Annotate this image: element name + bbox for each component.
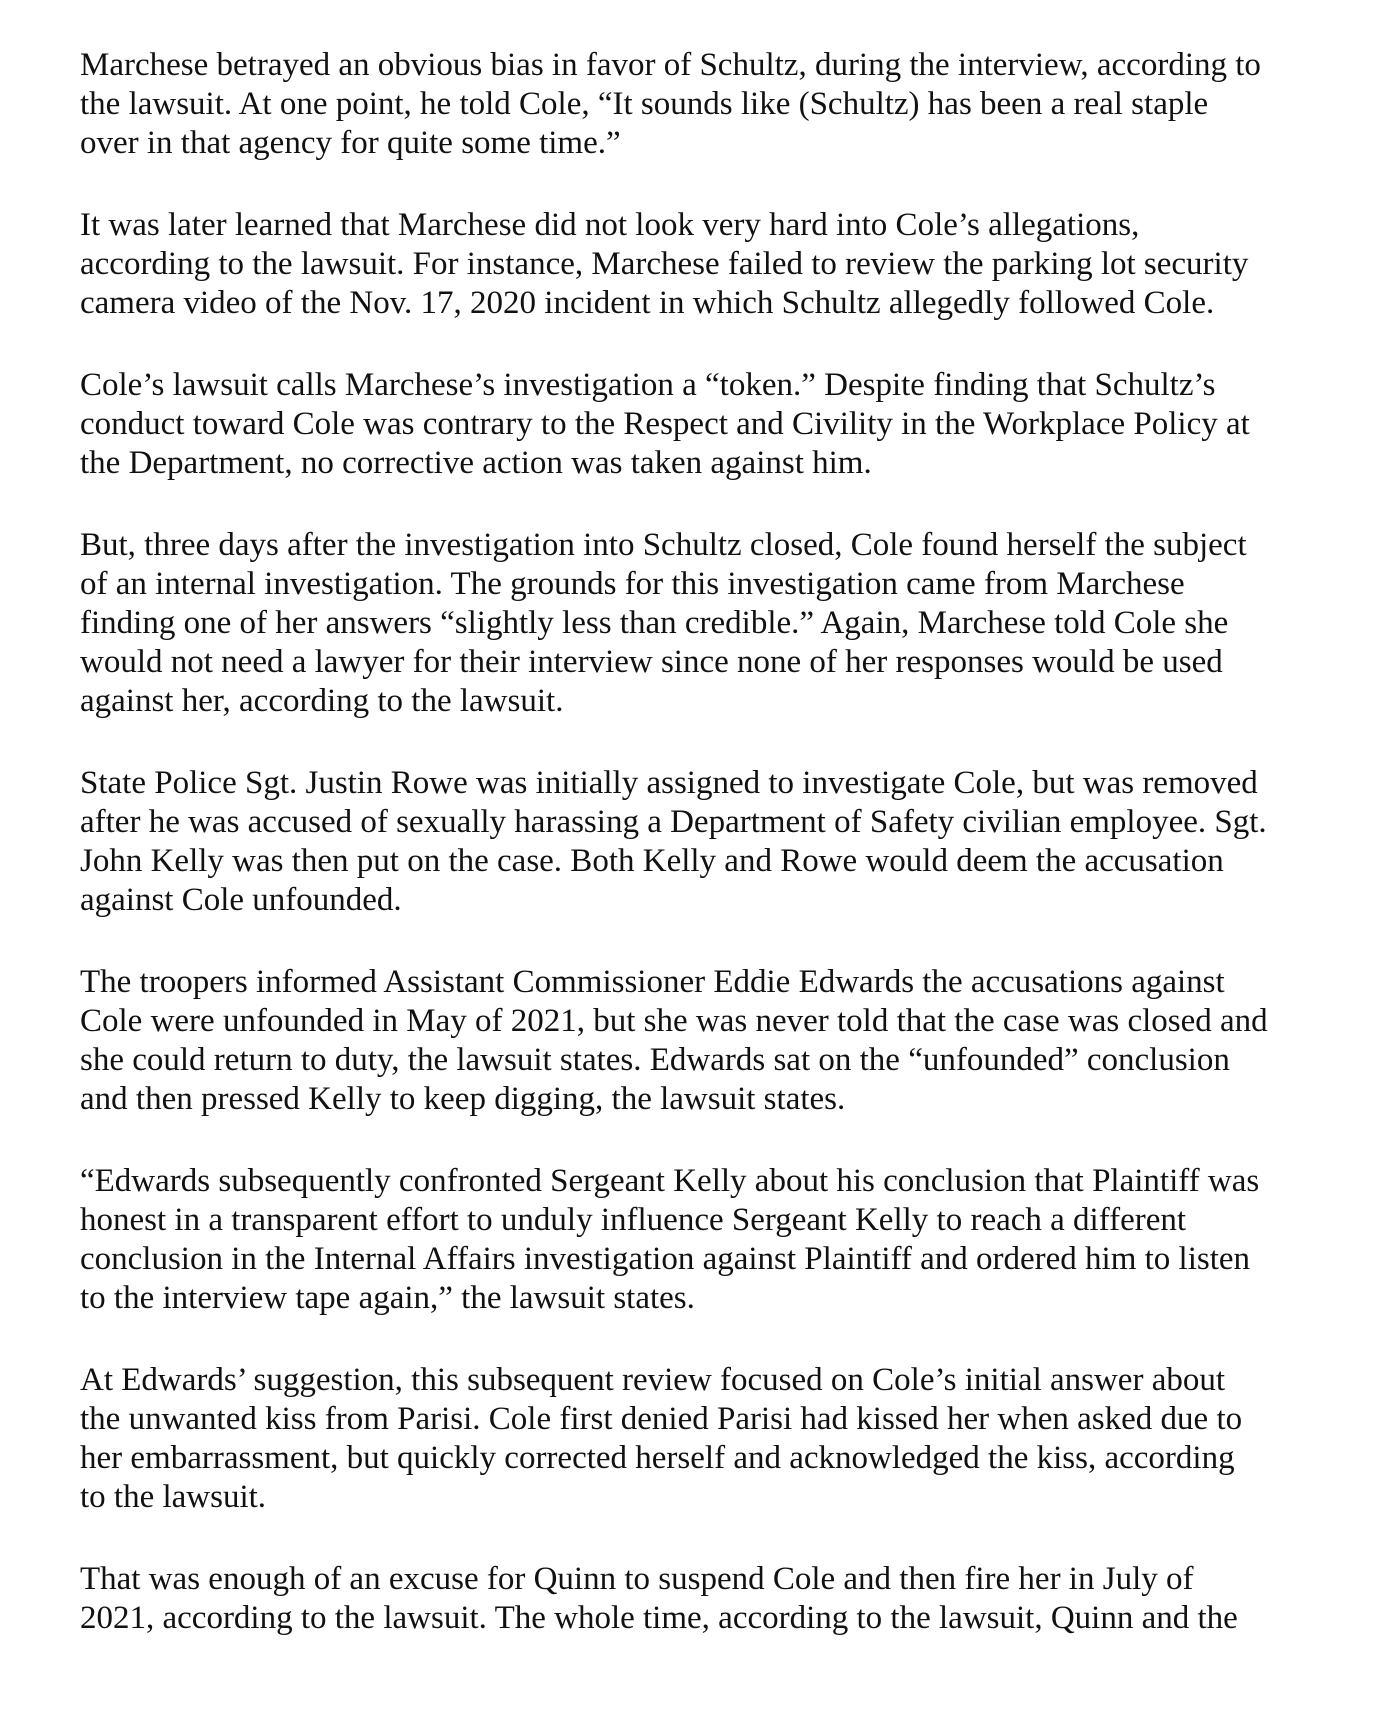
paragraph-6: The troopers informed Assistant Commissioner Eddie Edwards the accusations against Cole were unfounded in May of 2021, but she was never told that the case was closed and she could return to duty, the lawsuit states. Edwards sat on the “unfounded” conclusion and then pressed Kelly to keep digging, the lawsuit states.: [80, 964, 1268, 1117]
paragraph-4: But, three days after the investigation into Schultz closed, Cole found herself the subject of an internal investigation. The grounds for this investigation came from Marchese finding one of her answers “slightly less than credible.” Again, Marchese told Cole she would not need a lawyer for their interview since none of her responses would be used against her, according to the lawsuit.: [80, 527, 1247, 719]
article-body: [80, 46, 1320, 1681]
paragraph-2: It was later learned that Marchese did not look very hard into Cole’s allegations, according to the lawsuit. For instance, Marchese failed to review the parking lot security camera video of the Nov. 17, 2020 incident in which Schultz allegedly followed Cole.: [80, 207, 1249, 321]
paragraph-1: Marchese betrayed an obvious bias in favor of Schultz, during the interview, according to the lawsuit. At one point, he told Cole, “It sounds like (Schultz) has been a real staple over in that agency for quite some time.”: [80, 47, 1261, 161]
paragraph-5: State Police Sgt. Justin Rowe was initially assigned to investigate Cole, but was removed after he was accused of sexually harassing a Department of Safety civilian employee. Sgt. John Kelly was then put on the case. Both Kelly and Rowe would deem the accusation against Cole unfounded.: [80, 765, 1267, 918]
paragraph-3: Cole’s lawsuit calls Marchese’s investigation a “token.” Despite finding that Schultz’s conduct toward Cole was contrary to the Respect and Civility in the Workplace Policy at the Department, no corrective action was taken against him.: [80, 367, 1250, 481]
paragraph-8: At Edwards’ suggestion, this subsequent review focused on Cole’s initial answer about the unwanted kiss from Parisi. Cole first denied Parisi had kissed her when asked due to her embarrassment, but quickly corrected herself and acknowledged the kiss, according to the lawsuit.: [80, 1362, 1243, 1515]
paragraph-7: “Edwards subsequently confronted Sergeant Kelly about his conclusion that Plaintiff was honest in a transparent effort to unduly influence Sergeant Kelly to reach a different conclusion in the Internal Affairs investigation against Plaintiff and ordered him to listen to the interview tape again,” the lawsuit states.: [80, 1163, 1260, 1316]
paragraph-9: That was enough of an excuse for Quinn to suspend Cole and then fire her in July of 2021, according to the lawsuit. The whole time, according to the lawsuit, Quinn and the: [80, 1561, 1238, 1636]
